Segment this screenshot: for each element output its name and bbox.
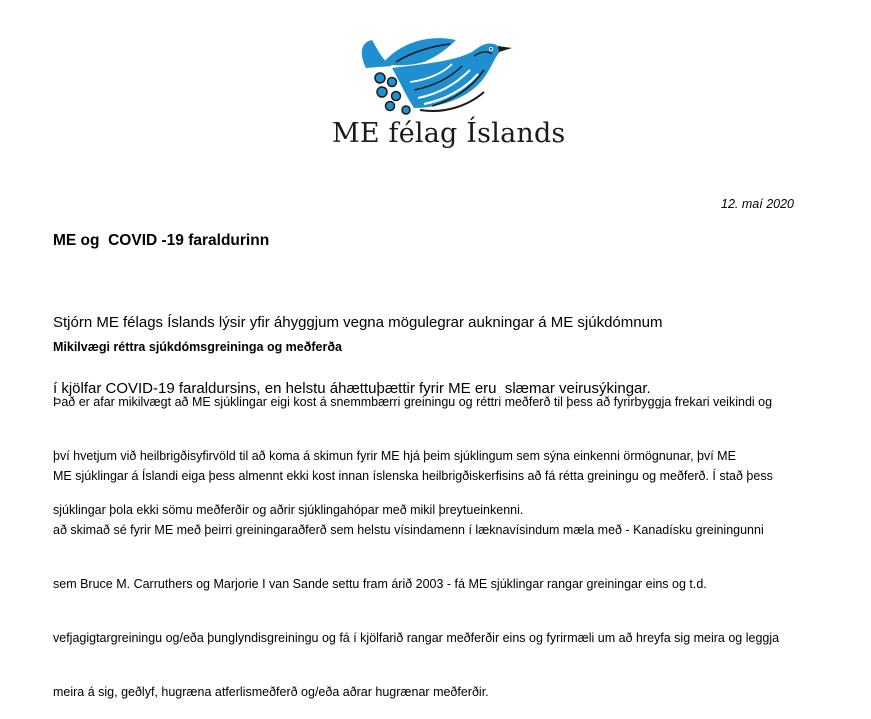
logo-text: ME félag Íslands [332,118,566,149]
document-title: ME og COVID -19 faraldurinn [53,232,270,249]
logo [332,34,566,156]
paragraph-line: Það er afar mikilvægt að ME sjúklingar eigi kost á snemmbærri greiningu og réttri meðferð til þess að fyrirbyggja frekari veikindi og [53,395,773,409]
paragraph-line: ME sjúklingar á Íslandi eiga þess almennt ekki kost innan íslenska heilbrigðiskerfisins að fá rétta greiningu og meðferð. Í stað þess [53,469,773,483]
document-date: 12. maí 2020 [721,197,794,211]
paragraph-line: meira á sig, geðlyf, hugræna atferlismeðferð og/eða aðrar hugrænar meðferðir. [53,685,489,699]
intro-line: í kjölfar COVID-19 faraldursins, en helstu áhættuþættir fyrir ME eru slæmar veirusýkingar. [53,380,651,397]
bird-logo-icon [352,34,522,120]
paragraph-line: því hvetjum við heilbrigðisyfirvöld til að koma á skimun fyrir ME hjá þeim sjúklingum sem sýna einkenni örmögnunar, því ME [53,449,736,463]
paragraph-line: sem Bruce M. Carruthers og Marjorie I van Sande settu fram árið 2003 - fá ME sjúklingar rangar greiningar eins og t.d. [53,577,707,591]
paragraph-line: sjúklingar þola ekki sömu meðferðir og aðrir sjúklingahópar með mikil þreytueinkenni. [53,503,524,517]
paragraph-line: að skimað sé fyrir ME með þeirri greiningaraðferð sem helstu vísindamenn í læknavísindum mæla með - Kanadísku greiningunni [53,523,764,537]
body-paragraph [53,431,779,719]
paragraph-line: vefjagigtargreiningu og/eða þunglyndisgreiningu og fá í kjölfarið rangar meðferðir eins og fyrirmæli um að hreyfa sig meira og leggja [53,631,780,645]
section-heading: Mikilvægi réttra sjúkdómsgreininga og meðferða [53,340,342,354]
intro-line: Stjórn ME félags Íslands lýsir yfir áhyggjum vegna mögulegrar aukningar á ME sjúkdómnum [53,314,663,331]
